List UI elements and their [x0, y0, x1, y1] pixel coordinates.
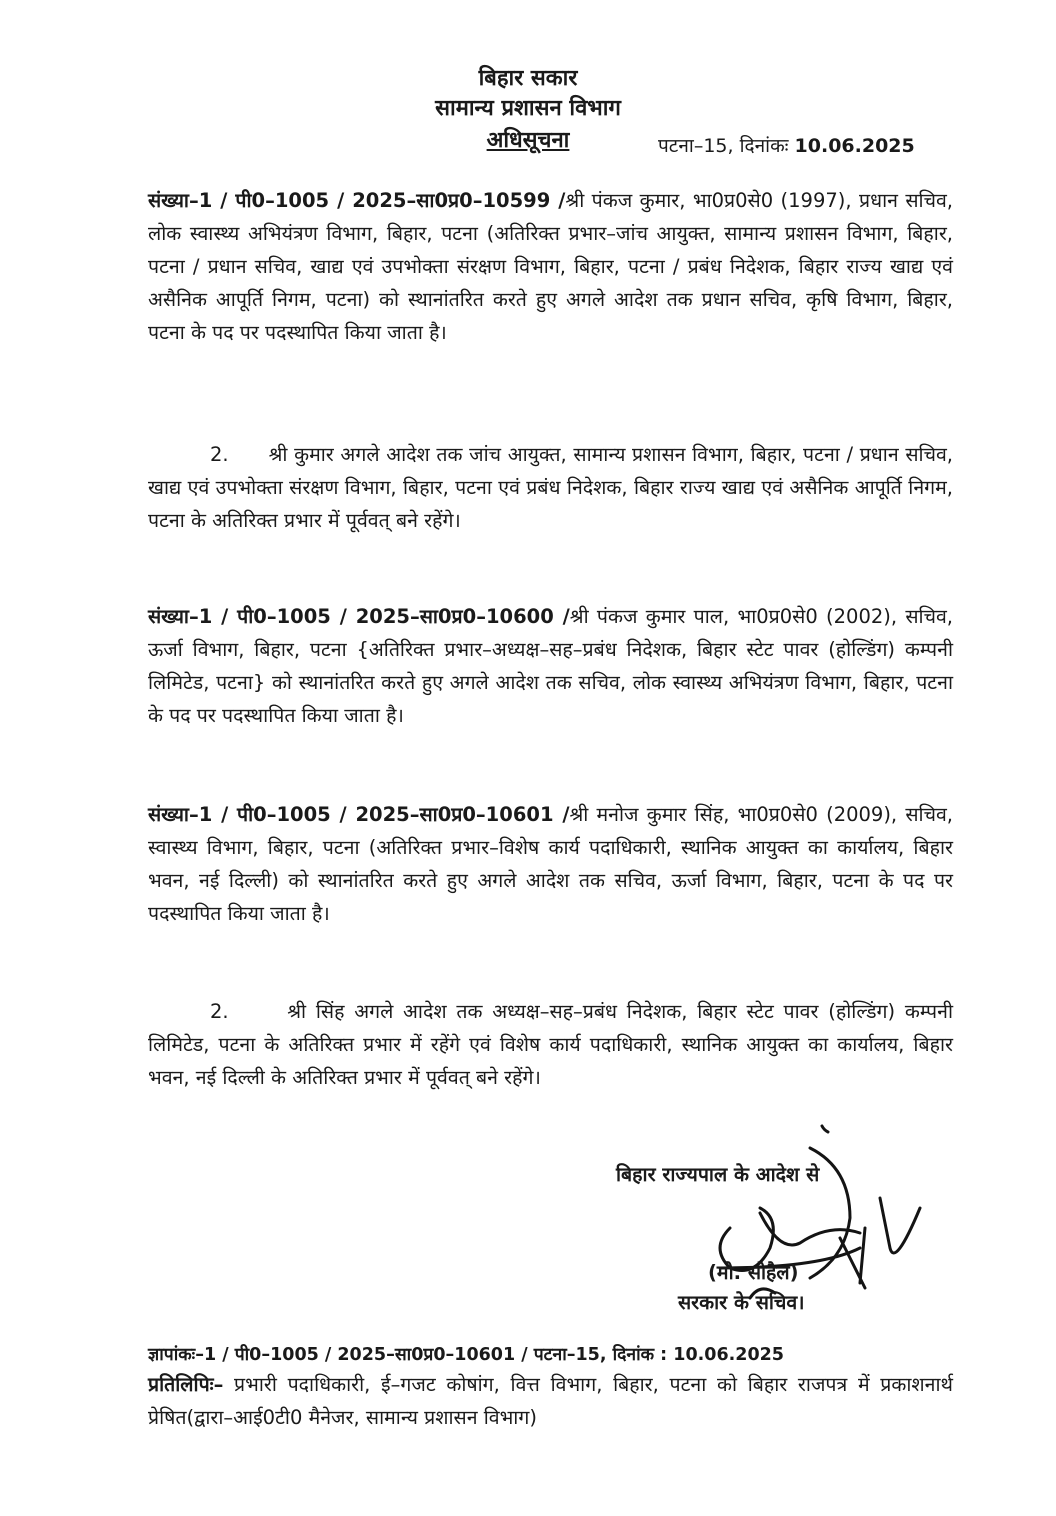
government-name: बिहार सकार — [478, 66, 578, 91]
place-date — [658, 132, 915, 158]
notification-1-text: श्री पंकज कुमार, भा0प्र0से0 (1997), प्रधान सचिव, लोक स्वास्थ्य अभियंत्रण विभाग, बिहार, पटना (अतिरिक्त प्रभार–जांच आयुक्त, सामान्य प्रशासन विभाग, बिहार, पटना / प्रधान सचिव, खाद्य एवं उपभोक्ता संरक्षण विभाग, बिहार, पटना / प्रबंध निदेशक, बिहार राज्य खाद्य एवं असैनिक आपूर्ति निगम, पटना) को स्थानांतरित करते हुए अगले आदेश तक प्रधान सचिव, कृषि विभाग, बिहार, पटना के पद पर पदस्थापित किया जाता है। — [148, 189, 954, 344]
department-name: सामान्य प्रशासन विभाग — [435, 96, 621, 121]
document-type-title: अधिसूचना — [486, 128, 570, 153]
notification-1-clause-2 — [148, 438, 953, 537]
copy-to — [148, 1368, 953, 1434]
clause-number: 2. — [210, 1000, 229, 1023]
clause-text: श्री सिंह अगले आदेश तक अध्यक्ष–सह–प्रबंध निदेशक, बिहार स्टेट पावर (होल्डिंग) कम्पनी लिमिटेड, पटना के अतिरिक्त प्रभार में रहेंगे एवं विशेष कार्य पदाधिकारी, स्थानिक आयुक्त का कार्यालय, बिहार भवन, नई दिल्ली के अतिरिक्त प्रभार में पूर्ववत् बने रहेंगे। — [148, 1000, 953, 1089]
clause-text: श्री कुमार अगले आदेश तक जांच आयुक्त, सामान्य प्रशासन विभाग, बिहार, पटना / प्रधान सचिव, खाद्य एवं उपभोक्ता संरक्षण विभाग, बिहार, पटना एवं प्रबंध निदेशक, बिहार राज्य खाद्य एवं असैनिक आपूर्ति निगम, पटना के अतिरिक्त प्रभार में पूर्ववत् बने रहेंगे। — [148, 443, 953, 532]
notification-3-clause-2 — [148, 995, 953, 1094]
by-order-line: बिहार राज्यपाल के आदेश से — [616, 1163, 820, 1186]
notification-2-text: श्री पंकज कुमार पाल, भा0प्र0से0 (2002), सचिव, ऊर्जा विभाग, बिहार, पटना {अतिरिक्त प्रभार–अध्यक्ष–सह–प्रबंध निदेशक, बिहार स्टेट पावर (होल्डिंग) कम्पनी लिमिटेड, पटना} को स्थानांतरित करते हुए अगले आदेश तक सचिव, लोक स्वास्थ्य अभियंत्रण विभाग, बिहार, पटना के पद पर पदस्थापित किया जाता है। — [148, 605, 953, 727]
notification-1-ref: संख्या–1 / पी0–1005 / 2025–सा0प्र0–10599 / — [148, 189, 566, 212]
notification-3-ref: संख्या–1 / पी0–1005 / 2025–सा0प्र0–10601 / — [148, 803, 570, 826]
notification-2 — [148, 600, 953, 732]
memo-reference: ज्ञापांकः–1 / पी0–1005 / 2025–सा0प्र0–10601 / पटना–15, दिनांक : 10.06.2025 — [148, 1345, 784, 1365]
place-label: पटना–15, दिनांकः — [658, 135, 789, 157]
clause-number: 2. — [210, 443, 229, 466]
notification-3-text: श्री मनोज कुमार सिंह, भा0प्र0से0 (2009), सचिव, स्वास्थ्य विभाग, बिहार, पटना (अतिरिक्त प्रभार–विशेष कार्य पदाधिकारी, स्थानिक आयुक्त का कार्यालय, बिहार भवन, नई दिल्ली) को स्थानांतरित करते हुए अगले आदेश तक सचिव, ऊर्जा विभाग, बिहार, पटना के पद पर पदस्थापित किया जाता है। — [148, 803, 953, 925]
notification-2-ref: संख्या–1 / पी0–1005 / 2025–सा0प्र0–10600 / — [148, 605, 570, 628]
notification-1 — [148, 184, 953, 349]
signatory-designation: सरकार के सचिव। — [678, 1291, 805, 1314]
signatory-name: (मो. सोहैल) — [708, 1261, 799, 1284]
date-value: 10.06.2025 — [794, 135, 915, 157]
copy-label: प्रतिलिपिः– — [148, 1373, 224, 1396]
copy-text: प्रभारी पदाधिकारी, ई–गजट कोषांग, वित्त विभाग, बिहार, पटना को बिहार राजपत्र में प्रकाशनार्थ प्रेषित(द्वारा–आई0टी0 मैनेजर, सामान्य प्रशासन विभाग) — [148, 1373, 954, 1429]
notification-3 — [148, 798, 953, 930]
